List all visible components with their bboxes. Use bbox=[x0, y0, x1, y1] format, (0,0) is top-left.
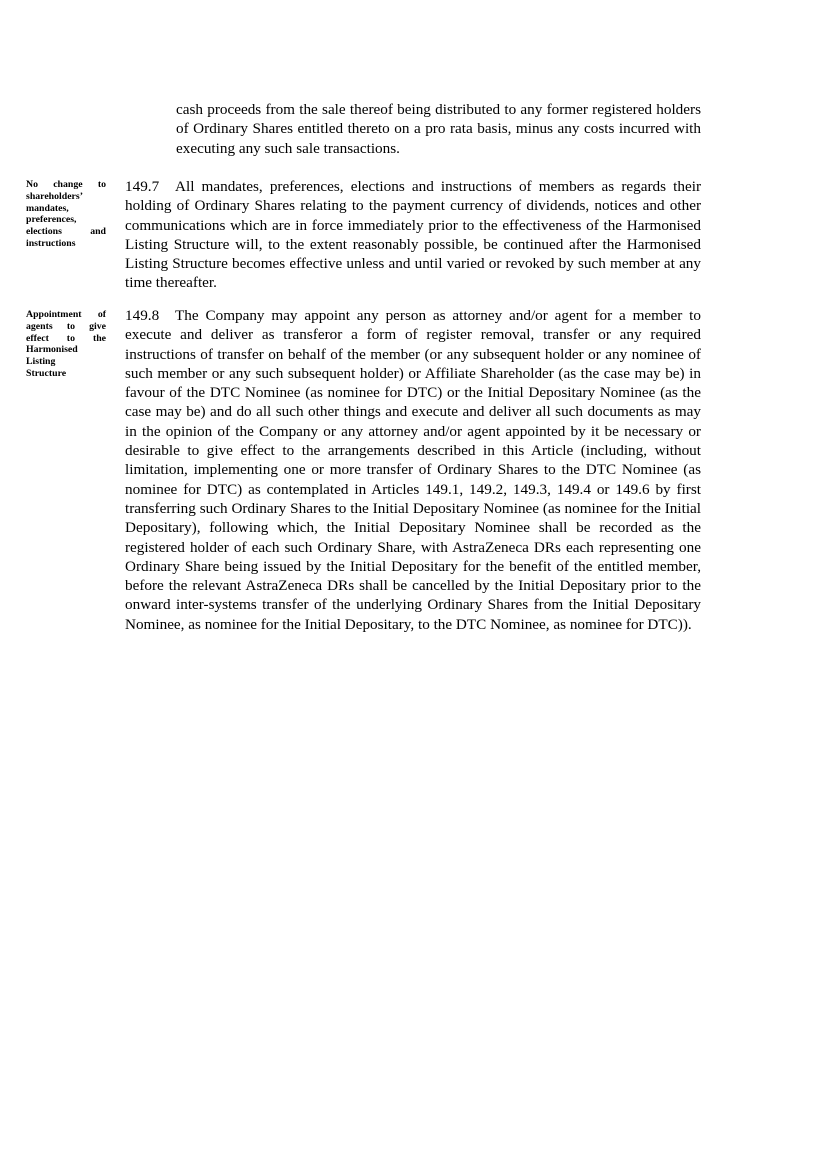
margin-note-line: Listing bbox=[26, 356, 56, 368]
margin-note-line: Structure bbox=[26, 367, 67, 379]
margin-note-line: elections and bbox=[26, 226, 106, 238]
margin-note-149-7 bbox=[26, 179, 106, 250]
paragraph-149-7 bbox=[125, 177, 701, 293]
paragraph-149-8 bbox=[125, 306, 701, 634]
margin-note-line: shareholders’ bbox=[26, 190, 83, 202]
margin-note-line: agents to give bbox=[26, 320, 106, 332]
margin-note-line: preferences, bbox=[26, 214, 77, 226]
margin-note-line: Harmonised bbox=[26, 344, 78, 356]
paragraph-text: The Company may appoint any person as attorney and/or agent for a member to execute and deliver as transferor a form of register removal, transfer or any required instructions of transfer on behalf of the member (or any subsequent holder or any nominee of such member or any such subsequent holder) or Affiliate Shareholder (as the case may be) in favour of the DTC Nominee (as nominee for DTC) or the Initial Depositary Nominee (as the case may be) and do all such other things and execute and deliver all such documents as may in the opinion of the Company or any attorney and/or agent appointed by it be necessary or desirable to give effect to the arrangements described in this Article (including, without limitation, implementing one or more transfer of Ordinary Shares to the DTC Nominee (as nominee for DTC) as contemplated in Articles 149.1, 149.2, 149.3, 149.4 or 149.6 by first transferring such Ordinary Shares to the Initial Depositary Nominee (as nominee for the Initial Depositary), following which, the Initial Depositary Nominee shall be recorded as the registered holder of each such Ordinary Share, with AstraZeneca DRs each representing one Ordinary Share being issued by the Initial Depositary for the benefit of the entitled member, before the relevant AstraZeneca DRs shall be cancelled by the Initial Depositary prior to the onward inter-systems transfer of the underlying Ordinary Shares from the Initial Depositary Nominee, as nominee for the Initial Depositary, to the DTC Nominee, as nominee for DTC)). bbox=[125, 307, 701, 633]
margin-note-149-8 bbox=[26, 309, 106, 380]
margin-note-line: Appointment of bbox=[26, 309, 106, 320]
margin-note-line: effect to the bbox=[26, 332, 106, 344]
paragraph-number: 149.8 bbox=[125, 307, 160, 324]
continuation-paragraph: cash proceeds from the sale thereof being distributed to any former registered holders of Ordinary Shares entitled thereto on a pro rata basis, minus any costs incurred with executing any such sale transactions. bbox=[176, 101, 701, 157]
paragraph-number: 149.7 bbox=[125, 178, 160, 195]
paragraph-text: All mandates, preferences, elections and instructions of members as regards their holding of Ordinary Shares relating to the payment currency of dividends, notices and other communications which are in force immediately prior to the effectiveness of the Harmonised Listing Structure will, to the extent reasonably possible, be continued after the Harmonised Listing Structure becomes effective unless and until varied or revoked by such member at any time thereafter. bbox=[125, 178, 701, 292]
margin-note-line: instructions bbox=[26, 237, 76, 249]
margin-note-line: No change to bbox=[26, 179, 106, 190]
margin-note-line: mandates, bbox=[26, 202, 69, 214]
